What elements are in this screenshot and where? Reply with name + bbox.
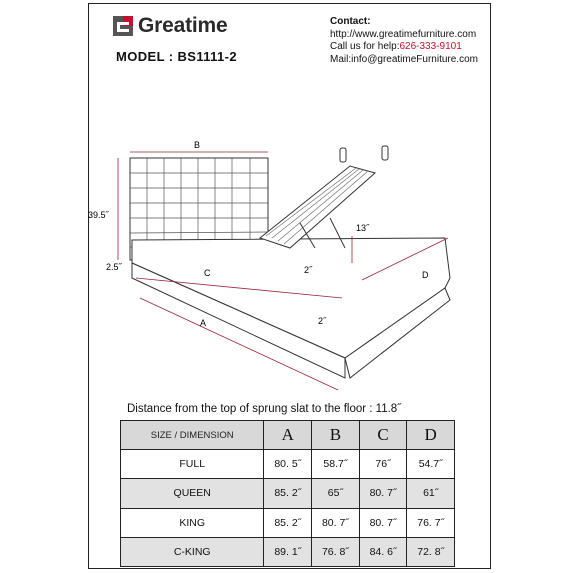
model-number: MODEL : BS1111-2: [116, 49, 238, 64]
dim-a: 80. 5˝: [264, 450, 312, 479]
dim-a: 89. 1˝: [264, 537, 312, 566]
label-b: B: [194, 140, 201, 150]
header-a: A: [264, 421, 312, 450]
greatime-logo-icon: [113, 16, 133, 36]
dim-c: 80. 7˝: [359, 508, 407, 537]
size-name: FULL: [121, 450, 264, 479]
label-height: 39.5˝: [88, 210, 109, 220]
header-b: B: [312, 421, 360, 450]
dim-b: 76. 8˝: [312, 537, 360, 566]
label-frame: 2˝: [318, 316, 327, 326]
dim-c: 76˝: [359, 450, 407, 479]
dim-c: 84. 6˝: [359, 537, 407, 566]
table-row: [121, 508, 455, 537]
header-size: SIZE / DIMENSION: [121, 421, 264, 450]
dim-d: 72. 8˝: [407, 537, 455, 566]
phone-number[interactable]: 626-333-9101: [399, 41, 462, 52]
brand-name: Greatime: [138, 14, 228, 37]
table-row: [121, 537, 455, 566]
table-row: [121, 450, 455, 479]
dimension-table: [120, 420, 455, 567]
contact-phone-line: [330, 41, 478, 54]
slat-height-note: Distance from the top of sprung slat to the floor : 11.8˝: [127, 403, 402, 415]
dim-c: 80. 7˝: [359, 479, 407, 508]
dim-a: 85. 2˝: [264, 479, 312, 508]
contact-mail[interactable]: Mail:info@greatimeFurniture.com: [330, 53, 478, 65]
dim-b: 58.7˝: [312, 450, 360, 479]
table-header-row: [121, 421, 455, 450]
header-c: C: [359, 421, 407, 450]
label-slat: 2˝: [304, 265, 313, 275]
contact-url[interactable]: http://www.greatimefurniture.com: [330, 28, 477, 40]
label-c: C: [204, 268, 211, 278]
contact-block: [330, 16, 478, 66]
dim-b: 80. 7˝: [312, 508, 360, 537]
dim-d: 76. 7˝: [407, 508, 455, 537]
dim-d: 54.7˝: [407, 450, 455, 479]
dim-b: 65˝: [312, 479, 360, 508]
help-label: Call us for help:: [330, 41, 400, 52]
label-depth: 13˝: [356, 223, 370, 233]
lifted-platform: [260, 166, 375, 248]
label-d: D: [422, 270, 429, 280]
lift-handle-right: [382, 146, 388, 160]
size-name: QUEEN: [121, 479, 264, 508]
size-name: KING: [121, 508, 264, 537]
dim-a: 85. 2˝: [264, 508, 312, 537]
label-side: 2.5˝: [106, 262, 122, 272]
contact-title: Contact:: [330, 16, 371, 27]
label-a: A: [200, 318, 207, 328]
header-d: D: [407, 421, 455, 450]
size-name: C-KING: [121, 537, 264, 566]
bed-drawing: [88, 128, 480, 388]
dim-d: 61˝: [407, 479, 455, 508]
lift-handle-left: [340, 148, 346, 162]
table-row: [121, 479, 455, 508]
